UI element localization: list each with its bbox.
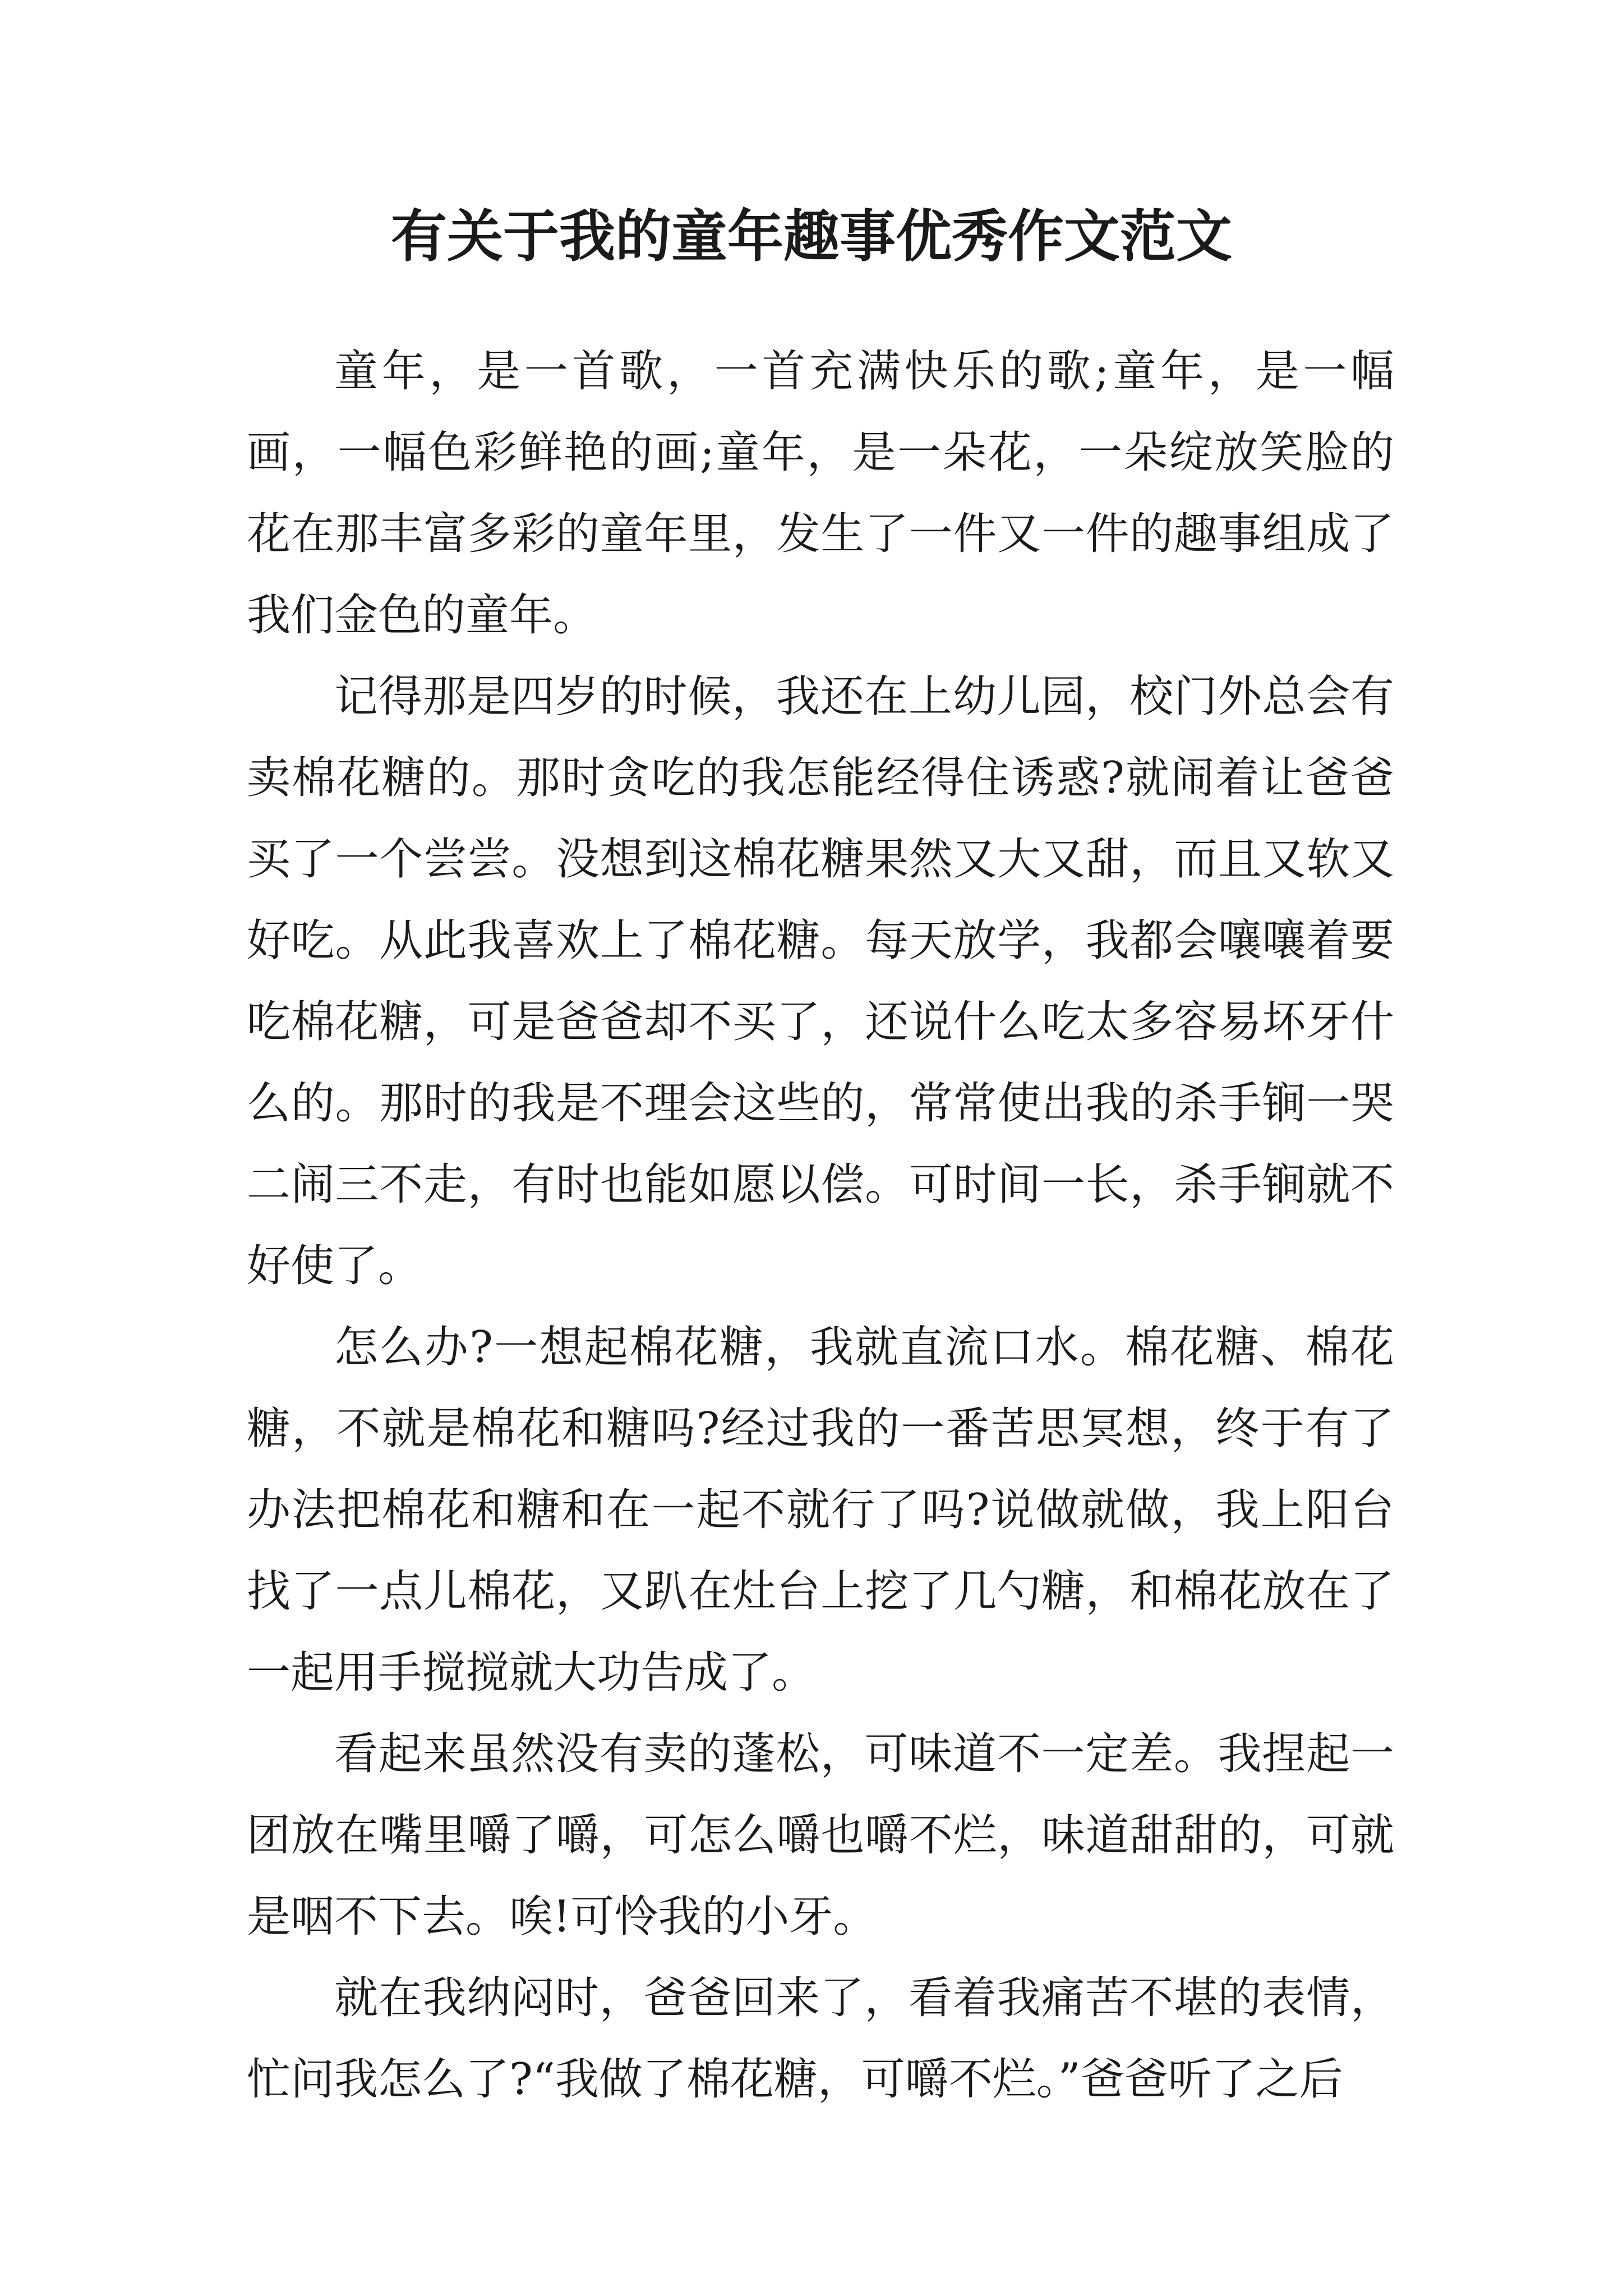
paragraph: 童年，是一首歌，一首充满快乐的歌;童年，是一幅画，一幅色彩鲜艳的画;童年，是一朵花，一朵绽放笑脸的花在那丰富多彩的童年里，发生了一件又一件的趣事组成了我们金色的童年。 xyxy=(247,346,1394,641)
document-body xyxy=(247,331,1394,2120)
paragraph: 看起来虽然没有卖的蓬松，可味道不一定差。我捏起一团放在嘴里嚼了嚼，可怎么嚼也嚼不烂，味道甜甜的，可就是咽不下去。唉!可怜我的小牙。 xyxy=(247,1729,1394,1942)
document-title: 有关于我的童年趣事优秀作文范文 xyxy=(391,204,1232,269)
paragraph: 就在我纳闷时，爸爸回来了，看着我痛苦不堪的表情，忙问我怎么了?“我做了棉花糖，可嚼不烂。”爸爸听了之后 xyxy=(247,1973,1394,2105)
paragraph: 怎么办?一想起棉花糖，我就直流口水。棉花糖、棉花糖，不就是棉花和糖吗?经过我的一番苦思冥想，终于有了办法把棉花和糖和在一起不就行了吗?说做就做，我上阳台找了一点儿棉花，又趴在灶台上挖了几勺糖，和棉花放在了一起用手搅搅就大功告成了。 xyxy=(247,1322,1394,1698)
paragraph: 记得那是四岁的时候，我还在上幼儿园，校门外总会有卖棉花糖的。那时贪吃的我怎能经得住诱惑?就闹着让爸爸买了一个尝尝。没想到这棉花糖果然又大又甜，而且又软又好吃。从此我喜欢上了棉花糖。每天放学，我都会嚷嚷着要吃棉花糖，可是爸爸却不买了，还说什么吃太多容易坏牙什么的。那时的我是不理会这些的，常常使出我的杀手锏一哭二闹三不走，有时也能如愿以偿。可时间一长，杀手锏就不好使了。 xyxy=(247,671,1394,1291)
